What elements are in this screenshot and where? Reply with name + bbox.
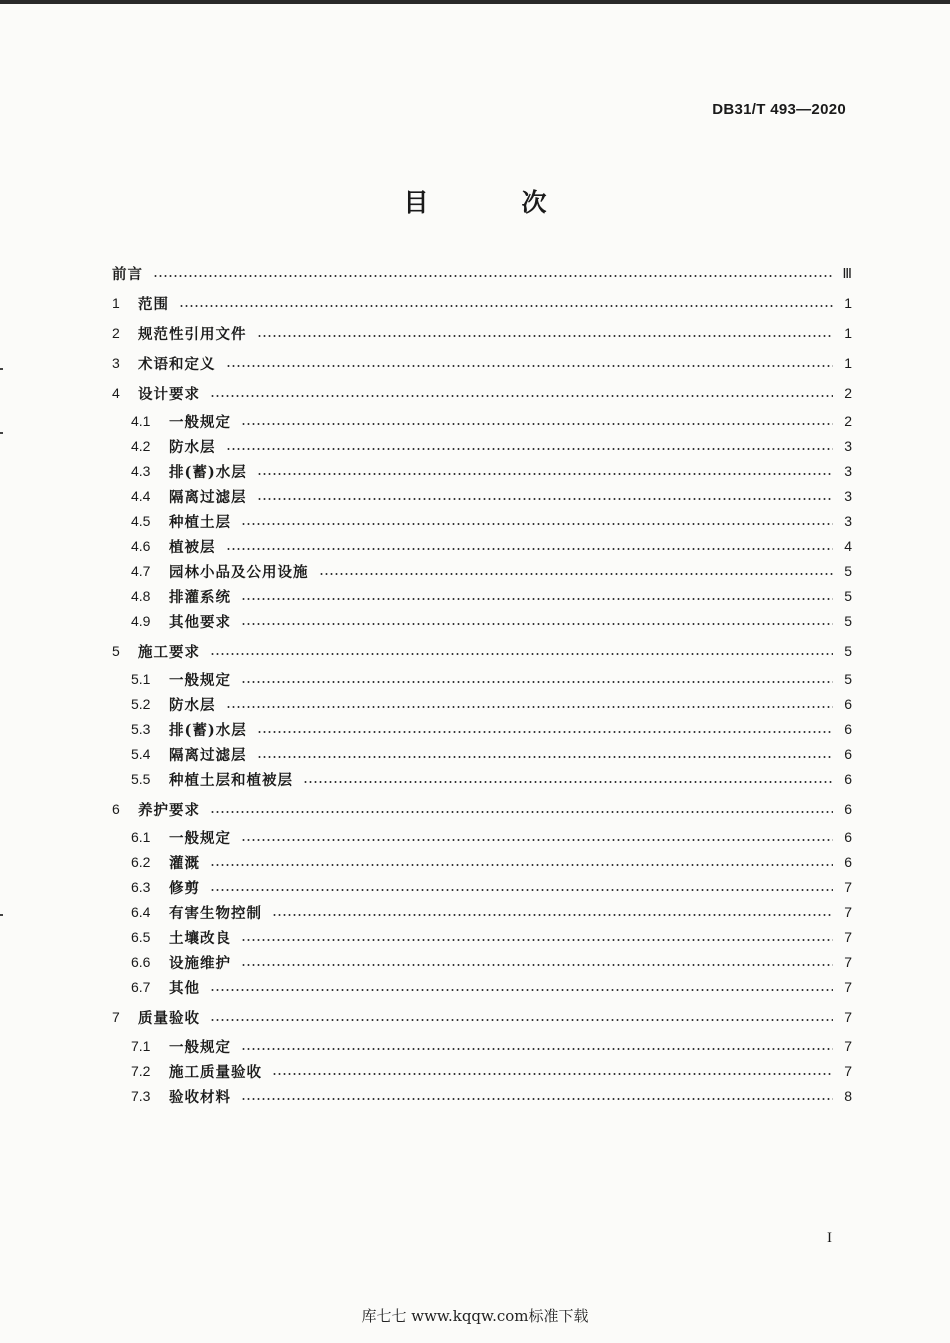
toc-entry-title: 隔离过滤层 [169, 746, 247, 764]
dot-leader [226, 448, 834, 450]
toc-entry-number: 4.9 [131, 613, 151, 629]
toc-entry-number: 4.8 [131, 588, 151, 604]
toc-entry-number: 7.3 [131, 1088, 151, 1104]
dot-leader [319, 573, 834, 575]
toc-entry [112, 352, 852, 374]
toc-entry-page: 6 [844, 721, 852, 737]
toc-entry-title: 防水层 [169, 438, 216, 456]
dot-leader [210, 811, 833, 813]
scan-margin-mark [0, 432, 3, 434]
toc-entry [112, 851, 852, 873]
toc-entry [112, 560, 852, 582]
toc-entry-page: 6 [844, 771, 852, 787]
toc-entry [112, 901, 852, 923]
dot-leader [272, 914, 833, 916]
dot-leader [241, 623, 833, 625]
toc-entry [112, 951, 852, 973]
toc-entry-number: 6.7 [131, 979, 151, 995]
dot-leader [226, 365, 834, 367]
toc-entry-page: 6 [844, 854, 852, 870]
toc-entry [112, 976, 852, 998]
toc-entry [112, 435, 852, 457]
toc-entry [112, 693, 852, 715]
toc-entry-number: 4.2 [131, 438, 151, 454]
toc-entry-number: 6 [112, 801, 120, 817]
toc-entry [112, 322, 852, 344]
dot-leader [210, 889, 833, 891]
toc-entry-number: 7.2 [131, 1063, 151, 1079]
toc-entry-number: 6.1 [131, 829, 151, 845]
toc-entry-number: 5.3 [131, 721, 151, 737]
toc-entry-title: 设计要求 [138, 385, 200, 403]
dot-leader [257, 335, 834, 337]
toc-entry-page: 7 [844, 1009, 852, 1025]
toc-entry-title: 种植土层和植被层 [169, 771, 293, 789]
dot-leader [257, 731, 833, 733]
toc-entry-page: 4 [844, 538, 852, 554]
toc-entry-title: 隔离过滤层 [169, 488, 247, 506]
toc-entry-page: 2 [844, 385, 852, 401]
toc-entry [112, 610, 852, 632]
toc-entry-page: 5 [844, 643, 852, 659]
toc-entry-number: 7.1 [131, 1038, 151, 1054]
toc-entry-number: 4.1 [131, 413, 151, 429]
toc-entry-title: 园林小品及公用设施 [169, 563, 309, 581]
toc-entry-page: 6 [844, 696, 852, 712]
toc-entry-title: 一般规定 [169, 671, 231, 689]
toc-entry [112, 798, 852, 820]
toc-entry-title: 一般规定 [169, 1038, 231, 1056]
toc-entry-page: Ⅲ [842, 264, 852, 281]
toc-entry [112, 876, 852, 898]
toc-entry-page: 6 [844, 829, 852, 845]
toc-entry [112, 510, 852, 532]
toc-entry-page: 3 [844, 488, 852, 504]
toc-entry-page: 7 [844, 979, 852, 995]
dot-leader [257, 498, 834, 500]
toc-entry [112, 926, 852, 948]
dot-leader [257, 756, 834, 758]
toc-entry-page: 1 [844, 295, 852, 311]
footer-watermark: 库七七 www.kqqw.com标准下载 [361, 1307, 589, 1325]
toc-entry-number: 5 [112, 643, 120, 659]
dot-leader [303, 781, 833, 783]
toc-entry-page: 7 [844, 1063, 852, 1079]
toc-entry [112, 460, 852, 482]
toc-entry [112, 485, 852, 507]
dot-leader [210, 395, 833, 397]
toc-entry-number: 3 [112, 355, 120, 371]
toc-entry [112, 668, 852, 690]
toc-title: 目 次 [403, 188, 581, 217]
toc-entry-page: 1 [844, 355, 852, 371]
toc-entry-page: 8 [844, 1088, 852, 1104]
dot-leader [226, 548, 834, 550]
toc-entry-title: 一般规定 [169, 413, 231, 431]
toc-entry-title: 灌溉 [169, 854, 200, 872]
toc-entry-title: 土壤改良 [169, 929, 231, 947]
dot-leader [241, 964, 833, 966]
toc-entry-title: 前言 [112, 265, 143, 283]
toc-entry-page: 2 [844, 413, 852, 429]
toc-entry-number: 4.3 [131, 463, 151, 479]
toc-entry-number: 5.1 [131, 671, 151, 687]
toc-entry-number: 4 [112, 385, 120, 401]
toc-entry-page: 3 [844, 463, 852, 479]
toc-entry-number: 4.7 [131, 563, 151, 579]
toc-entry [112, 718, 852, 740]
toc-entry-title: 设施维护 [169, 954, 231, 972]
toc-entry-title: 施工要求 [138, 643, 200, 661]
dot-leader [241, 1048, 833, 1050]
toc-entry-title: 其他 [169, 979, 200, 997]
toc-entry-title: 修剪 [169, 879, 200, 897]
toc-entry-title: 术语和定义 [138, 355, 216, 373]
dot-leader [210, 864, 833, 866]
toc-entry-number: 4.4 [131, 488, 151, 504]
dot-leader [241, 523, 833, 525]
dot-leader [226, 706, 834, 708]
toc-entry-page: 5 [844, 588, 852, 604]
scan-margin-mark [0, 914, 3, 916]
toc-entry-page: 7 [844, 879, 852, 895]
toc-entry [112, 382, 852, 404]
toc-entry-number: 4.6 [131, 538, 151, 554]
top-border-rule [0, 0, 950, 4]
toc-entry-title: 排(蓄)水层 [169, 463, 247, 481]
toc-entry [112, 826, 852, 848]
toc-entry-number: 6.2 [131, 854, 151, 870]
toc-entry [112, 410, 852, 432]
dot-leader [241, 1098, 833, 1100]
toc-entry-title: 排(蓄)水层 [169, 721, 247, 739]
toc-entry-title: 质量验收 [138, 1009, 200, 1027]
toc-entry-page: 7 [844, 954, 852, 970]
toc-entry [112, 1035, 852, 1057]
toc-entry [112, 1006, 852, 1028]
dot-leader [210, 989, 833, 991]
toc-entry-title: 种植土层 [169, 513, 231, 531]
toc-entry-title: 养护要求 [138, 801, 200, 819]
dot-leader [210, 653, 833, 655]
toc-entry-page: 5 [844, 613, 852, 629]
toc-entry [112, 585, 852, 607]
dot-leader [241, 423, 833, 425]
toc-entry-number: 5.4 [131, 746, 151, 762]
toc-entry-title: 防水层 [169, 696, 216, 714]
toc-entry-page: 5 [844, 671, 852, 687]
toc-entry-number: 4.5 [131, 513, 151, 529]
toc-entry-page: 6 [844, 801, 852, 817]
toc-entry [112, 640, 852, 662]
toc-entry-title: 验收材料 [169, 1088, 231, 1106]
toc-entry-title: 其他要求 [169, 613, 231, 631]
scan-margin-mark [0, 368, 3, 370]
toc-entry [112, 1085, 852, 1107]
toc-entry-number: 6.3 [131, 879, 151, 895]
toc-entry [112, 292, 852, 314]
toc-entry [112, 262, 852, 284]
toc-entry-number: 6.5 [131, 929, 151, 945]
toc-entry-page: 6 [844, 746, 852, 762]
dot-leader [241, 839, 833, 841]
toc-entry-title: 一般规定 [169, 829, 231, 847]
dot-leader [272, 1073, 833, 1075]
dot-leader [257, 473, 833, 475]
dot-leader [179, 305, 833, 307]
toc-entry-page: 7 [844, 1038, 852, 1054]
toc-entry-title: 有害生物控制 [169, 904, 262, 922]
toc-entry-page: 5 [844, 563, 852, 579]
dot-leader [153, 275, 833, 277]
toc-entry-title: 植被层 [169, 538, 216, 556]
toc-entry-title: 规范性引用文件 [138, 325, 247, 343]
toc-entry-title: 施工质量验收 [169, 1063, 262, 1081]
toc-entry-number: 7 [112, 1009, 120, 1025]
page-number: I [827, 1230, 832, 1246]
toc-entry-number: 6.6 [131, 954, 151, 970]
dot-leader [241, 681, 833, 683]
toc-entry [112, 743, 852, 765]
toc-entry-page: 3 [844, 438, 852, 454]
toc-entry-number: 6.4 [131, 904, 151, 920]
toc-entry-number: 1 [112, 295, 120, 311]
toc-entry [112, 768, 852, 790]
toc-entry [112, 1060, 852, 1082]
toc-entry-number: 5.5 [131, 771, 151, 787]
toc-entry [112, 535, 852, 557]
dot-leader [241, 939, 833, 941]
toc-entry-page: 3 [844, 513, 852, 529]
dot-leader [241, 598, 833, 600]
toc-entry-page: 1 [844, 325, 852, 341]
toc-entry-page: 7 [844, 904, 852, 920]
document-code: DB31/T 493—2020 [712, 101, 846, 118]
toc-entry-title: 范围 [138, 295, 169, 313]
toc-entry-title: 排灌系统 [169, 588, 231, 606]
toc-entry-number: 2 [112, 325, 120, 341]
toc-entry-page: 7 [844, 929, 852, 945]
toc-entry-number: 5.2 [131, 696, 151, 712]
dot-leader [210, 1019, 833, 1021]
